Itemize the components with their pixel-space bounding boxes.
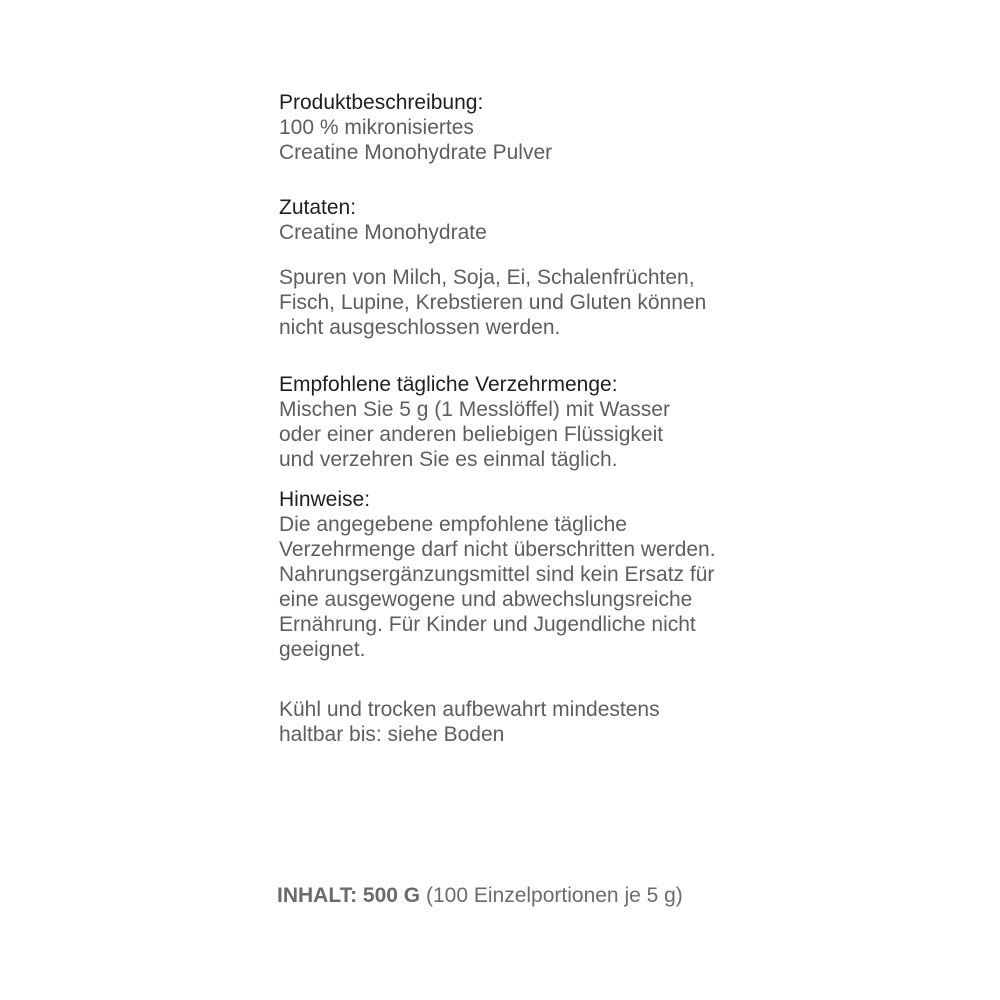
ingredients-heading: Zutaten: [279,196,357,219]
description-section [279,90,552,165]
content-amount-label: INHALT: 500 G [277,884,421,907]
notes-line: eine ausgewogene und abwechslungsreiche [279,588,693,611]
dosage-line: oder einer anderen beliebigen Flüssigkeit [279,423,664,446]
allergens-line: Fisch, Lupine, Krebstieren und Gluten können [279,291,707,314]
dosage-line: Mischen Sie 5 g (1 Messlöffel) mit Wasser [279,398,670,421]
storage-line: Kühl und trocken aufbewahrt mindestens [279,698,660,721]
content-amount-detail: (100 Einzelportionen je 5 g) [420,884,683,907]
ingredients-section [279,195,487,245]
storage-line: haltbar bis: siehe Boden [279,723,505,746]
notes-line: Nahrungsergänzungsmittel sind kein Ersatz für [279,563,715,586]
description-heading: Produktbeschreibung: [279,91,484,114]
allergens-line: Spuren von Milch, Soja, Ei, Schalenfrüchten, [279,266,695,289]
ingredients-line: Creatine Monohydrate [279,221,487,244]
content-amount [277,883,683,908]
dosage-line: und verzehren Sie es einmal täglich. [279,448,618,471]
allergens-line: nicht ausgeschlossen werden. [279,316,561,339]
description-line: Creatine Monohydrate Pulver [279,141,553,164]
dosage-heading: Empfohlene tägliche Verzehrmenge: [279,373,618,396]
notes-section [279,487,716,662]
notes-line: Die angegebene empfohlene tägliche [279,513,627,536]
description-line: 100 % mikronisiertes [279,116,474,139]
notes-line: Ernährung. Für Kinder und Jugendliche nicht [279,613,696,636]
notes-line: geeignet. [279,638,366,661]
allergens-section [279,265,706,340]
storage-section [279,697,660,747]
notes-line: Verzehrmenge darf nicht überschritten werden. [279,538,716,561]
dosage-section [279,372,670,472]
notes-heading: Hinweise: [279,488,371,511]
